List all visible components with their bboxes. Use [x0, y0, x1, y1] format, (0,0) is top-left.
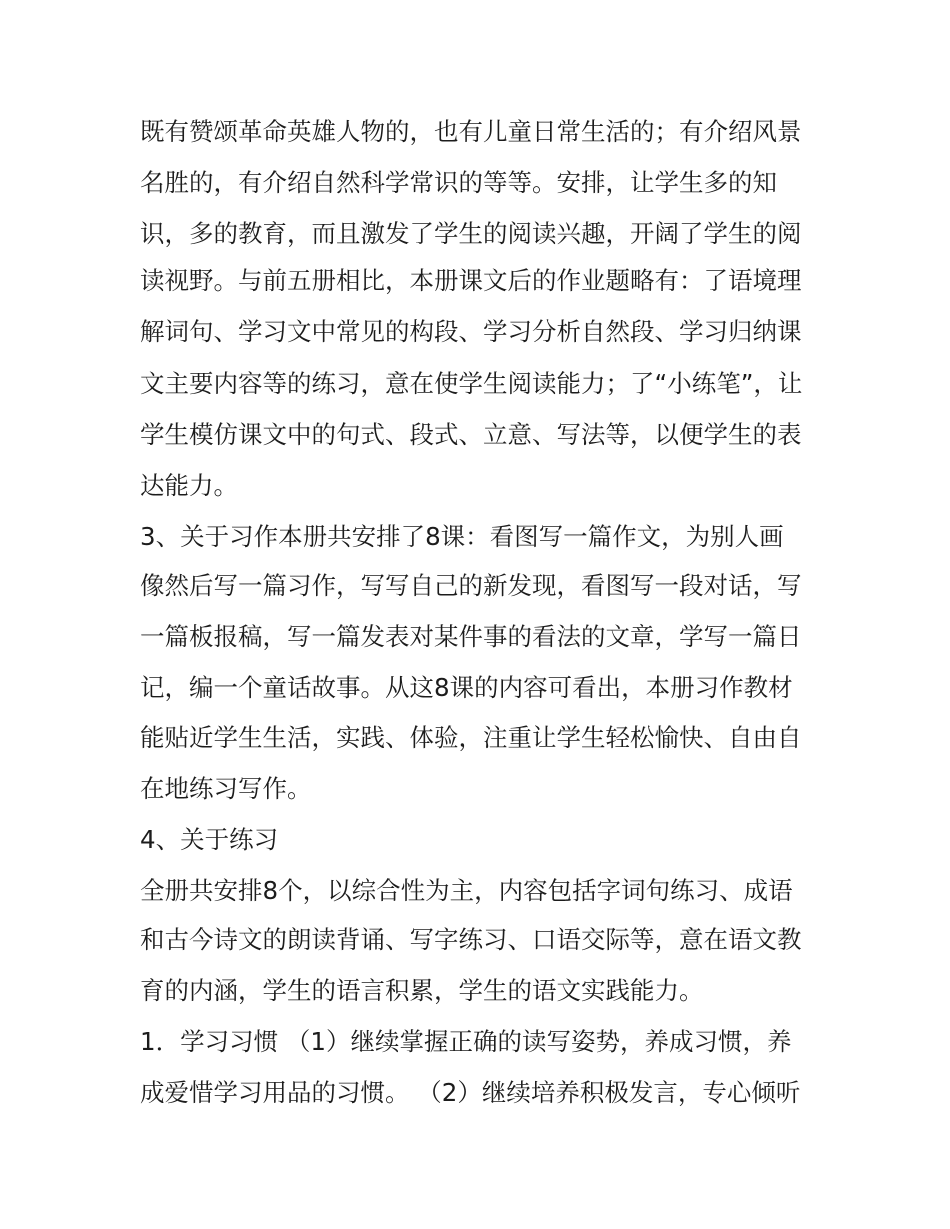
text-line: 1．学习习惯 （1）继续掌握正确的读写姿势，养成习惯，养	[140, 1027, 792, 1056]
text-line: 4、关于练习	[140, 825, 279, 854]
text-line: 全册共安排8个，以综合性为主，内容包括字词句练习、成语	[140, 876, 793, 905]
text-line: 成爱惜学习用品的习惯。 （2）继续培养积极发言，专心倾听	[140, 1078, 801, 1107]
text-line: 解词句、学习文中常见的构段、学习分析自然段、学习归纳课	[140, 317, 802, 346]
text-line: 像然后写一篇习作，写写自己的新发现，看图写一段对话，写	[140, 571, 802, 600]
text-line: 在地练习写作。	[140, 774, 312, 803]
text-line: 读视野。与前五册相比，本册课文后的作业题略有：了语境理	[140, 266, 802, 295]
text-line: 达能力。	[140, 471, 238, 500]
text-line: 文主要内容等的练习，意在使学生阅读能力；了“小练笔”，让	[140, 369, 803, 398]
text-line: 记，编一个童话故事。从这8课的内容可看出，本册习作教材	[140, 673, 793, 702]
text-line: 识，多的教育，而且激发了学生的阅读兴趣，开阔了学生的阅	[140, 219, 802, 248]
text-line: 既有赞颂革命英雄人物的，也有儿童日常生活的；有介绍风景	[140, 117, 802, 146]
text-line: 一篇板报稿，写一篇发表对某件事的看法的文章，学写一篇日	[140, 622, 802, 651]
text-line: 学生模仿课文中的句式、段式、立意、写法等，以便学生的表	[140, 420, 802, 449]
text-line: 3、关于习作本册共安排了8课：看图写一篇作文，为别人画	[140, 522, 784, 551]
text-line: 能贴近学生生活，实践、体验，注重让学生轻松愉快、自由自	[140, 723, 802, 752]
text-line: 和古今诗文的朗读背诵、写字练习、口语交际等，意在语文教	[140, 925, 802, 954]
text-line: 育的内涵，学生的语言积累，学生的语文实践能力。	[140, 976, 704, 1005]
text-line: 名胜的，有介绍自然科学常识的等等。安排，让学生多的知	[140, 168, 777, 197]
